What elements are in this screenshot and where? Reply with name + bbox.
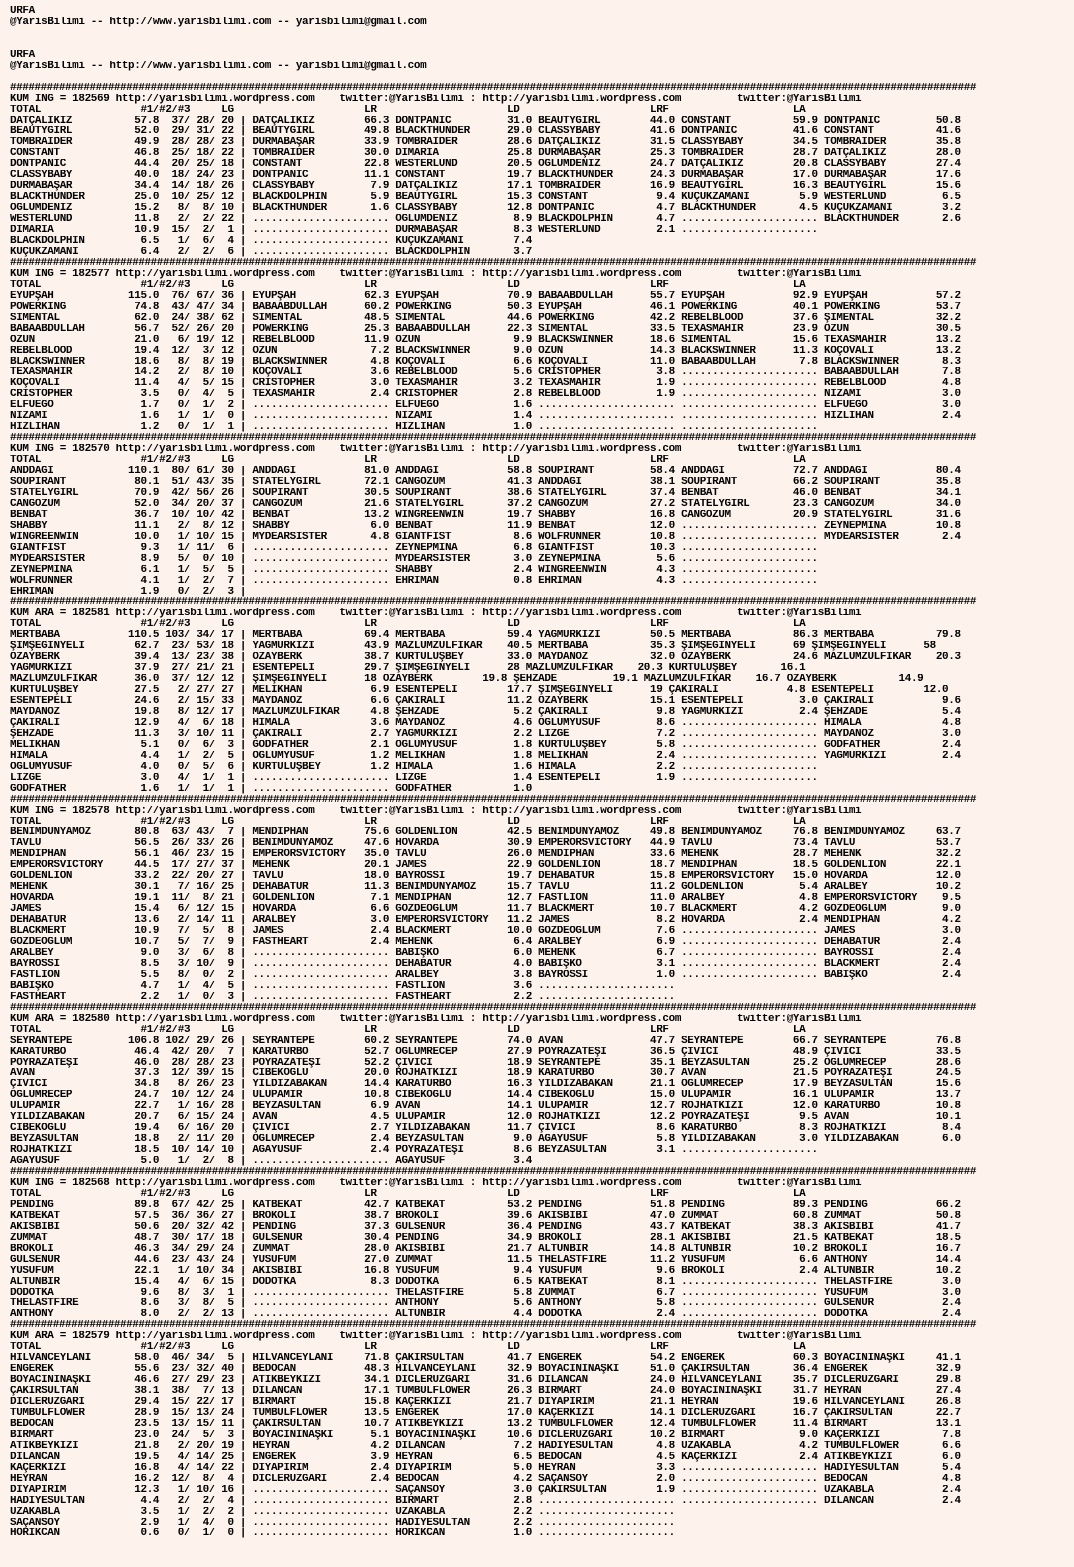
text-line: FASTLION 5.5 8/ 0/ 2 | ...................... ARALBEY 3.8 BAYROSSI 1.0 ...................... BABİŞKO 2.4: [10, 969, 961, 981]
text-line: KARATURBO 46.4 42/ 20/ 7 | KARATURBO 52.7 OGLUMRECEP 27.9 POYRAZATEŞİ 36.5 ÇİVİCİ 48.9 ÇİVİCİ 33.5: [10, 1046, 961, 1058]
text-line: UZAKABLA 3.5 1/ 2/ 2 | ...................... UZAKABLA 2.2 ......................: [10, 1506, 675, 1518]
text-line: TOMBRAIDER 49.9 28/ 28/ 23 | DURMABAŞAR 33.9 TOMBRAIDER 28.6 DATÇALIKIZ 31.5 CLASSYBABY 34.5 TOMBRAIDER 35.8: [10, 137, 961, 149]
text-line: TOTAL #1/#2/#3 LG LR LD LRF LA: [10, 1024, 806, 1036]
text-line: DIMARIA 10.9 15/ 2/ 1 | ...................... DURMABAŞAR 8.3 WESTERLUND 2.1 ......................: [10, 225, 818, 237]
text-line: AGAYUSUF 5.0 1/ 2/ 8 | ...................... AGAYUSUF 3.4: [10, 1156, 532, 1168]
text-line: GIANTFİST 9.3 1/ 11/ 6 | ...................... ZEYNEPMİNA 6.8 GIANTFİST 10.3 ......................: [10, 542, 818, 554]
text-line: BLACKSWINNER 18.6 8/ 8/ 19 | BLACKSWINNER 4.8 KOÇOVALI 6.6 KOÇOVALI 11.0 BABAABDULLAH 7.8 BLACKSWINNER 8.3: [10, 356, 961, 368]
text-line: URFA: [10, 49, 35, 61]
section-divider: ##############################################################################################################################################################: [10, 1167, 976, 1178]
text-line: TUMBULFLOWER 28.9 15/ 13/ 24 | TUMBULFLOWER 13.5 ENGEREK 17.0 KAÇERKIZI 14.1 DİCLERÜZGARI 16.7 ÇAKIRSULTAN 22.7: [10, 1408, 961, 1419]
text-line: MAZLUMZULFİKAR 36.0 37/ 12/ 12 | ŞİMŞEGİNYELİ 18 ÖZAYBERK 19.8 ŞEHZADE 19.1 MAZLUMZULFİKAR 16.7 ÖZAYBERK 14.9: [10, 674, 924, 686]
text-line: BLACKDOLPHIN 6.5 1/ 6/ 4 | ...................... KÜÇÜKZAMANI 7.4: [10, 236, 532, 247]
text-line: BENİMDÜNYAMÖZ 80.8 63/ 43/ 7 | MENDİPHAN 75.6 GOLDENLION 42.5 BENİMDÜNYAMÖZ 49.8 BENİMDÜNYAMÖZ 76.8 BENİMDÜNYAMÖZ 63.7: [10, 827, 961, 839]
text-line: YILDIZABAKAN 20.7 6/ 15/ 24 | AVAN 4.5 ULUPAMİR 12.0 ROJHATKIZI 12.2 POYRAZATEŞİ 9.5 AVAN 10.1: [10, 1112, 961, 1124]
text-line: KUM ING = 182569 http://yarisbilimi.wordpress.com twitter:@YarisBilimi : http://yarisbilimi.wordpress.com twitter:@YarisBilimi: [10, 93, 862, 105]
text-line: OGLUMYUSUF 4.0 0/ 5/ 6 | KURTULUŞBEY 1.2 HIMALA 1.6 HIMALA 2.2 ......................: [10, 761, 818, 773]
text-line: DURMABAŞAR 34.4 14/ 18/ 26 | CLASSYBABY 7.9 DATÇALIKIZ 17.1 TOMBRAIDER 16.9 BEAUTYGİRL 16.3 BEAUTYGİRL 15.6: [10, 181, 961, 193]
section-divider: ##############################################################################################################################################################: [10, 433, 976, 445]
text-line: BLACKTHUNDER 25.0 10/ 25/ 12 | BLACKDOLPHIN 5.9 BEAUTYGIRL 15.3 CONSTANT 9.4 KÜÇÜKZAMANI 5.9 WESTERLUND 6.5: [10, 192, 961, 204]
text-line: HİLVANCEYLANI 58.0 46/ 34/ 5 | HİLVANCEYLANI 71.8 ÇAKIRSULTAN 41.7 ENGEREK 54.2 ENGEREK 60.3 BOYACININAŞKI 41.1: [10, 1353, 961, 1365]
text-line: ÖZÜN 21.0 6/ 19/ 12 | REBELBLOOD 11.9 ÖZÜN 9.9 BLACKSWINNER 18.6 SIMENTAL 15.6 TEXASMAHİR 13.2: [10, 334, 961, 346]
section-divider: ##############################################################################################################################################################: [10, 257, 976, 269]
text-line: HORİKCAN 0.6 0/ 1/ 0 | ...................... HORİKCAN 1.0 ......................: [10, 1528, 675, 1540]
text-line: BEAUTYGIRL 52.0 29/ 31/ 22 | BEAUTYGIRL 49.8 BLACKTHUNDER 29.0 CLASSYBABY 41.6 DONTPANIC 41.6 CONSTANT 41.6: [10, 126, 961, 138]
text-line: MEHENK 30.1 7/ 16/ 25 | DEHABATUR 11.3 BENİMDÜNYAMÖZ 15.7 TAVLU 11.2 GOLDENLION 5.4 ARALBEY 10.2: [10, 882, 961, 894]
section-divider: ##############################################################################################################################################################: [10, 82, 976, 94]
text-line: CONSTANT 46.8 25/ 18/ 22 | TOMBRAIDER 30.0 DIMARIA 25.8 DURMABAŞAR 25.3 TOMBRAIDER 28.7 DATÇALIKIZ 28.0: [10, 148, 961, 160]
text-line: ŞİMŞEGİNYELİ 62.7 23/ 53/ 18 | YAĞMURKIZI 43.9 MAZLUMZULFİKAR 40.5 MERTBABA 35.3 ŞİMŞEGİNYELİ 69 ŞİMŞEGİNYELİ 58: [10, 641, 936, 653]
text-line: URFA: [10, 6, 35, 17]
text-line: MELİKHAN 5.1 0/ 6/ 3 | GODFATHER 2.1 OGLUMYUSUF 1.8 KURTULUŞBEY 5.8 ...................... GODFATHER 2.4: [10, 739, 961, 751]
text-line: ÇAKIRSULTAN 38.1 38/ 7/ 13 | DİLANCAN 17.1 TUMBULFLOWER 26.3 BİRMART 24.0 BOYACININAŞKI 31.7 HEYRAN 27.4: [10, 1386, 961, 1398]
text-line: REBELBLOOD 19.4 12/ 3/ 12 | ÖZÜN 7.2 BLACKSWINNER 9.0 ÖZÜN 14.3 BLACKSWINNER 11.3 KOÇOVALI 13.2: [10, 345, 961, 357]
text-line: BİRMART 23.0 24/ 5/ 3 | BOYACININAŞKI 5.1 BOYACININAŞKI 10.6 DİCLERÜZGARI 10.2 BİRMART 9.0 KAÇERKIZI 7.8: [10, 1429, 961, 1441]
text-line: POYRAZATEŞİ 46.0 28/ 28/ 23 | POYRAZATEŞİ 52.2 ÇİVİCİ 18.9 SEYRANTEPE 35.1 BEYZASULTAN 25.2 OGLUMRECEP 28.6: [10, 1057, 961, 1069]
text-line: MYDEARSISTER 8.9 5/ 0/ 10 | ...................... MYDEARSISTER 3.0 ZEYNEPMİNA 5.6 ......................: [10, 553, 818, 565]
text-line: STATELYGIRL 70.9 42/ 56/ 26 | SOUPIRANT 30.5 SOUPIRANT 38.6 STATELYGIRL 37.4 BENBAT 46.0 BENBAT 34.1: [10, 487, 961, 499]
text-line: ŞEHZADE 11.3 3/ 10/ 11 | ÇAKIRALİ 2.7 YAĞMURKIZI 2.2 LIZGE 7.2 ...................... MAYDANOZ 3.0: [10, 728, 961, 740]
text-line: ESENTEPELİ 24.6 2/ 15/ 33 | MAYDANOZ 6.6 ÇAKIRALİ 11.2 ÖZAYBERK 15.1 ESENTEPELİ 3.0 ÇAKIRALİ 9.6: [10, 696, 961, 707]
text-line: TOTAL #1/#2/#3 LG LR LD LRF LA: [10, 619, 806, 631]
text-line: ZEYNEPMİNA 6.1 1/ 5/ 5 | ...................... SHABBY 2.4 WINGREENWIN 4.3 ......................: [10, 564, 818, 576]
text-line: BABAABDULLAH 56.7 52/ 26/ 20 | POWERKING 25.3 BABAABDULLAH 22.3 SIMENTAL 33.5 TEXASMAHİR 23.9 ÖZÜN 30.5: [10, 323, 961, 335]
text-line: GÖZDEOĞLUM 10.7 5/ 7/ 9 | FASTHEART 2.4 MEHENK 6.4 ARALBEY 6.9 ...................... DEHABATUR 2.4: [10, 937, 961, 948]
text-line: HADİYESULTAN 4.4 2/ 2/ 4 | ...................... BİRMART 2.8 ...................... ...................... DİLANCAN 2.4: [10, 1495, 961, 1507]
text-line: TOTAL #1/#2/#3 LG LR LD LRF LA: [10, 1188, 806, 1200]
text-line: YUSUFUM 22.1 1/ 10/ 34 | AKİSBİBİ 16.8 YUSUFUM 9.4 YUSUFUM 9.6 BROKOLİ 2.4 ALTUNBİR 10.2: [10, 1265, 961, 1277]
section-divider: ##############################################################################################################################################################: [10, 1320, 976, 1332]
text-line: HOVARDA 19.1 11/ 8/ 21 | GOLDENLION 7.1 MENDİPHAN 12.7 FASTLION 11.0 ARALBEY 4.8 EMPERORSVICTORY 9.5: [10, 893, 961, 905]
text-line: KOÇOVALI 11.4 4/ 5/ 15 | CRİSTOPHER 3.0 TEXASMAHİR 3.2 TEXASMAHİR 1.9 ...................... REBELBLOOD 4.8: [10, 378, 961, 390]
text-line: HEYRAN 16.2 12/ 8/ 4 | DİCLERÜZGARI 2.4 BEDOCAN 4.2 SAÇANSOY 2.0 ...................... BEDOCAN 4.8: [10, 1473, 961, 1485]
text-line: MENDİPHAN 56.1 46/ 23/ 15 | EMPERORSVICTORY 35.0 TAVLU 26.0 MENDİPHAN 33.6 MEHENK 28.7 MEHENK 32.2: [10, 849, 961, 861]
text-line: DİYAPİRİM 12.3 1/ 10/ 16 | ...................... SAÇANSOY 3.0 ÇAKIRSULTAN 1.9 ...................... UZAKABLA 2.4: [10, 1484, 961, 1496]
text-line: NIZAMI 1.6 1/ 1/ 0 | ...................... NIZAMI 1.4 ...................... ...................... HIZLIHAN 2.4: [10, 411, 961, 423]
text-line: TOTAL #1/#2/#3 LG LR LD LRF LA: [10, 1342, 806, 1354]
text-line: KAÇERKIZI 16.8 4/ 14/ 22 | DİYAPİRİM 2.4 DİYAPİRİM 5.0 HEYRAN 3.3 ...................... HADİYESULTAN 5.4: [10, 1462, 961, 1474]
text-line: POWERKING 74.8 43/ 47/ 34 | BABAABDULLAH 60.2 POWERKING 50.3 EYÜPŞAH 46.1 POWERKING 40.1 POWERKING 53.7: [10, 301, 961, 313]
text-line: CLASSYBABY 40.0 18/ 24/ 23 | DONTPANIC 11.1 CONSTANT 19.7 BLACKTHUNDER 24.3 DURMABAŞAR 17.0 DURMABAŞAR 17.6: [10, 170, 961, 182]
text-line: EYÜPŞAH 115.0 76/ 67/ 36 | EYÜPŞAH 62.3 EYÜPŞAH 70.9 BABAABDULLAH 55.7 EYÜPŞAH 92.9 EYÜPŞAH 57.2: [10, 290, 961, 302]
text-line: KÜÇÜKZAMANI 6.4 2/ 2/ 6 | ...................... BLACKDOLPHIN 3.7: [10, 246, 532, 258]
text-line: SOUPIRANT 80.1 51/ 43/ 35 | STATELYGIRL 72.1 CANGÖZÜM 41.3 ANDDAĞI 38.1 SOUPIRANT 66.2 SOUPIRANT 35.8: [10, 476, 961, 488]
text-line: TEXASMAHİR 14.2 2/ 8/ 10 | KOÇOVALI 3.6 REBELBLOOD 5.6 CRİSTOPHER 3.8 ...................... BABAABDULLAH 7.8: [10, 367, 961, 379]
section-divider: ##############################################################################################################################################################: [10, 1002, 976, 1014]
text-line: OGLUMDENİZ 15.2 8/ 8/ 10 | BLACKTHUNDER 1.6 CLASSYBABY 12.8 DONTPANIC 4.7 BLACKTHUNDER 4.5 KÜÇÜKZAMANI 3.2: [10, 203, 961, 215]
text-line: KUM ING = 182578 http://yarisbilimi.wordpress.com twitter:@YarisBilimi : http://yarisbilimi.wordpress.com twitter:@YarisBilimi: [10, 805, 862, 817]
text-line: [10, 72, 1074, 83]
text-line: KUM ARA = 182579 http://yarisbilimi.wordpress.com twitter:@YarisBilimi : http://yarisbilimi.wordpress.com twitter:@YarisBilimi: [10, 1331, 862, 1343]
text-line: SEYRANTEPE 106.8 102/ 29/ 26 | SEYRANTEPE 60.2 SEYRANTEPE 74.0 AVAN 47.7 SEYRANTEPE 66.7 SEYRANTEPE 76.8: [10, 1035, 961, 1047]
text-line: ATİKBEYKIZI 21.8 2/ 20/ 19 | HEYRAN 4.2 DİLANCAN 7.2 HADİYESULTAN 4.8 UZAKABLA 4.2 TUMBULFLOWER 6.6: [10, 1440, 961, 1452]
text-line: TOTAL #1/#2/#3 LG LR LD LRF LA: [10, 816, 806, 828]
text-line: OGLUMRECEP 24.7 10/ 12/ 24 | ULUPAMİR 10.8 CİBEKOGLU 14.4 CİBEKOGLU 15.0 ULUPAMİR 16.1 ULUPAMİR 13.7: [10, 1090, 961, 1102]
text-line: KATBEKAT 57.5 36/ 36/ 27 | BROKOLİ 38.7 BROKOLİ 39.6 AKİSBİBİ 47.0 ZUMMAT 60.8 ZUMMAT 50.8: [10, 1210, 961, 1222]
text-line: GOLDENLION 33.2 22/ 20/ 27 | TAVLU 18.0 BAYROSSİ 19.7 DEHABATUR 15.8 EMPERORSVICTORY 15.0 HOVARDA 12.0: [10, 871, 961, 883]
text-line: KURTULUŞBEY 27.5 2/ 27/ 27 | MELİKHAN 6.9 ESENTEPELİ 17.7 ŞİMŞEGİNYELİ 19 ÇAKIRALİ 4.8 ESENTEPELİ 12.0: [10, 685, 949, 697]
text-line: @YarisBilimi -- http://www.yarisbilimi.com -- yarisbilimi@gmail.com: [10, 16, 427, 28]
text-line: DEHABATUR 13.6 2/ 14/ 11 | ARALBEY 3.0 EMPERORSVICTORY 11.2 JAMES 8.2 HOVARDA 2.4 MENDİPHAN 4.2: [10, 915, 961, 927]
text-line: ANDDAĞI 110.1 80/ 61/ 30 | ANDDAĞI 81.0 ANDDAĞI 58.8 SOUPIRANT 58.4 ANDDAĞI 72.7 ANDDAĞI 80.4: [10, 466, 961, 477]
text-line: AKİSBİBİ 50.6 20/ 32/ 42 | PENDING 37.3 GULSENUR 36.4 PENDING 43.7 KATBEKAT 38.3 AKİSBİBİ 41.7: [10, 1221, 961, 1233]
text-line: ZUMMAT 48.7 30/ 17/ 18 | GULSENUR 30.4 PENDING 34.9 BROKOLİ 28.1 AKİSBİBİ 21.5 KATBEKAT 18.5: [10, 1232, 961, 1244]
text-line: SIMENTAL 62.0 24/ 38/ 62 | SIMENTAL 48.5 SIMENTAL 44.6 POWERKING 42.2 REBELBLOOD 37.6 ŞIMENTAL 32.2: [10, 312, 961, 324]
text-line: FASTHEART 2.2 1/ 0/ 3 | ...................... FASTHEART 2.2 ......................: [10, 991, 675, 1003]
text-line: BLACKMERT 10.9 7/ 5/ 8 | JAMES 2.4 BLACKMERT 10.0 GÖZDEOĞLUM 7.6 ...................... JAMES 3.0: [10, 926, 961, 938]
text-line: PENDING 89.8 67/ 42/ 25 | KATBEKAT 42.7 KATBEKAT 53.2 PENDING 51.8 PENDING 89.3 PENDING 66.2: [10, 1199, 961, 1211]
text-line: HIMALA 4.4 1/ 2/ 5 | OGLUMYUSUF 1.2 MELİKHAN 1.8 MELİKHAN 2.4 ...................... YAĞMURKIZI 2.4: [10, 750, 961, 762]
text-line: @YarisBilimi -- http://www.yarisbilimi.com -- yarisbilimi@gmail.com: [10, 60, 427, 72]
text-line: JAMES 15.4 6/ 12/ 15 | HOVARDA 6.6 GÖZDEOĞLUM 11.7 BLACKMERT 10.7 BLACKMERT 4.2 GÖZDEOĞLUM 9.0: [10, 904, 961, 916]
text-line: MERTBABA 110.5 103/ 34/ 17 | MERTBABA 69.4 MERTBABA 59.4 YAĞMURKIZI 50.5 MERTBABA 86.3 MERTBABA 79.8: [10, 630, 961, 642]
text-line: BABİŞKO 4.7 1/ 4/ 5 | ...................... FASTLION 3.6 ......................: [10, 980, 675, 992]
text-line: EMPERORSVICTORY 44.5 17/ 27/ 37 | MEHENK 20.1 JAMES 22.9 GOLDENLION 18.7 MENDİPHAN 18.5 GOLDENLION 22.1: [10, 860, 961, 872]
text-line: KUM ING = 182570 http://yarisbilimi.wordpress.com twitter:@YarisBilimi : http://yarisbilimi.wordpress.com twitter:@YarisBilimi: [10, 444, 862, 456]
text-line: KUM ING = 182577 http://yarisbilimi.wordpress.com twitter:@YarisBilimi : http://yarisbilimi.wordpress.com twitter:@YarisBilimi: [10, 268, 862, 280]
text-line: WOLFRUNNER 4.1 1/ 2/ 7 | ...................... EHRİMAN 0.8 EHRİMAN 4.3 ......................: [10, 575, 818, 587]
text-line: KUM ARA = 182580 http://yarisbilimi.wordpress.com twitter:@YarisBilimi : http://yarisbilimi.wordpress.com twitter:@YarisBilimi: [10, 1013, 862, 1025]
text-line: CANGÖZÜM 52.0 34/ 20/ 37 | CANGÖZÜM 21.6 STATELYGIRL 37.2 CANGÖZÜM 27.2 STATELYGIRL 23.3 CANGÖZÜM 34.0: [10, 498, 961, 510]
text-line: TOTAL #1/#2/#3 LG LR LD LRF LA: [10, 455, 806, 467]
text-line: TAVLU 56.5 26/ 33/ 26 | BENİMDÜNYAMÖZ 47.6 HOVARDA 30.9 EMPERORSVICTORY 44.9 TAVLU 73.4 TAVLU 53.7: [10, 838, 961, 850]
text-line: DİLANCAN 19.5 4/ 14/ 25 | ENGEREK 3.9 HEYRAN 6.5 BEDOCAN 4.5 KAÇERKIZI 2.4 ATİKBEYKIZI 6.0: [10, 1451, 961, 1463]
section-divider: ##############################################################################################################################################################: [10, 794, 976, 806]
text-line: WESTERLUND 11.8 2/ 2/ 22 | ...................... OGLUMDENİZ 8.9 BLACKDOLPHIN 4.7 ...................... BLACKTHUNDER 2.6: [10, 214, 961, 226]
text-line: CİBEKOGLU 19.4 6/ 16/ 20 | ÇİVİCİ 2.7 YILDIZABAKAN 11.7 ÇİVİCİ 8.6 KARATURBO 8.3 ROJHATKIZI 8.4: [10, 1123, 961, 1135]
text-line: BEYZASULTAN 18.8 2/ 11/ 20 | OGLUMRECEP 2.4 BEYZASULTAN 9.0 AGAYUSUF 5.8 YILDIZABAKAN 3.0 YILDIZABAKAN 6.0: [10, 1134, 961, 1146]
text-line: BAYROSSI 8.5 3/ 10/ 9 | ...................... DEHABATUR 4.0 BABİŞKO 3.1 ...................... BLACKMERT 2.4: [10, 958, 961, 970]
text-line: WINGREENWIN 10.0 1/ 10/ 15 | MYDEARSISTER 4.8 GIANTFİST 8.6 WOLFRUNNER 10.8 ...................... MYDEARSISTER 2.4: [10, 531, 961, 543]
text-line: DİCLERÜZGARI 29.4 15/ 22/ 17 | BİRMART 15.8 KAÇERKIZI 21.7 DİYAPİRİM 21.1 HEYRAN 19.6 HİLVANCEYLANI 26.8: [10, 1397, 961, 1408]
text-line: ROJHATKIZI 18.5 10/ 14/ 10 | AGAYUSUF 2.4 POYRAZATEŞİ 8.6 BEYZASULTAN 3.1 ......................: [10, 1145, 818, 1157]
text-line: TOTAL #1/#2/#3 LG LR LD LRF LA: [10, 279, 806, 291]
text-line: DATÇALIKIZ 57.8 37/ 28/ 20 | DATÇALIKIZ 66.3 DONTPANIC 31.0 BEAUTYGIRL 44.0 CONSTANT 59.9 DONTPANIC 50.8: [10, 115, 961, 127]
text-line: ULUPAMİR 22.7 1/ 16/ 28 | BEYZASULTAN 6.9 AVAN 14.1 ULUPAMİR 12.7 ROJHATKIZI 12.0 KARATURBO 10.8: [10, 1101, 961, 1113]
text-line: ÇAKIRALİ 12.9 4/ 6/ 18 | HIMALA 3.6 MAYDANOZ 4.6 OGLUMYUSUF 8.6 ...................... HIMALA 4.8: [10, 717, 961, 729]
text-line: EHRİMAN 1.9 0/ 2/ 3 |: [10, 586, 247, 598]
text-line: SHABBY 11.1 2/ 8/ 12 | SHABBY 6.0 BENBAT 11.9 BENBAT 12.0 ...................... ZEYNEPMİNA 10.8: [10, 520, 961, 532]
text-line: HIZLIHAN 1.2 0/ 1/ 1 | ...................... HIZLIHAN 1.0 ...................... ......................: [10, 422, 818, 434]
text-line: KUM ARA = 182581 http://yarisbilimi.wordpress.com twitter:@YarisBilimi : http://yarisbilimi.wordpress.com twitter:@YarisBilimi: [10, 608, 862, 620]
text-line: BENBAT 36.7 10/ 10/ 42 | BENBAT 13.2 WINGREENWIN 19.7 SHABBY 16.8 CANGÖZÜM 20.9 STATELYGIRL 31.6: [10, 509, 961, 521]
text-line: DONTPANIC 44.4 20/ 25/ 18 | CONSTANT 22.8 WESTERLUND 20.5 OGLUMDENİZ 24.7 DATÇALIKIZ 20.8 CLASSYBABY 27.4: [10, 159, 961, 171]
text-line: LIZGE 3.0 4/ 1/ 1 | ...................... LIZGE 1.4 ESENTEPELİ 1.9 ......................: [10, 772, 818, 784]
text-line: SAÇANSOY 2.9 1/ 4/ 0 | ...................... HADİYESULTAN 2.2 ......................: [10, 1517, 675, 1529]
text-line: DODOTKA 9.6 8/ 3/ 1 | ...................... THELASTFIRE 5.8 ZUMMAT 6.7 ...................... YUSUFUM 3.0: [10, 1287, 961, 1299]
text-line: CRİSTOPHER 3.5 0/ 4/ 5 | TEXASMAHİR 2.4 CRİSTOPHER 2.8 REBELBLOOD 1.9 ...................... NIZAMI 3.0: [10, 389, 961, 401]
text-line: THELASTFIRE 8.6 3/ 8/ 5 | ...................... ANTHONY 5.6 ANTHONY 5.8 ...................... GULSENUR 2.4: [10, 1298, 961, 1310]
text-line: BEDOCAN 23.5 13/ 15/ 11 | ÇAKIRSULTAN 10.7 ATİKBEYKIZI 13.2 TUMBULFLOWER 12.4 TUMBULFLOWER 11.4 BİRMART 13.1: [10, 1418, 961, 1430]
text-line: GULSENUR 44.6 23/ 43/ 24 | YUSUFUM 27.0 ZUMMAT 11.5 THELASTFIRE 11.2 YUSUFUM 6.6 ANTHONY 14.4: [10, 1254, 961, 1266]
text-line: TOTAL #1/#2/#3 LG LR LD LRF LA: [10, 104, 806, 116]
text-line: ARALBEY 9.0 3/ 6/ 8 | ...................... BABİŞKO 6.0 MEHENK 6.7 ...................... BAYROSSI 2.4: [10, 947, 961, 959]
text-line: ENGEREK 55.6 23/ 32/ 40 | BEDOCAN 48.3 HİLVANCEYLANI 32.9 BOYACININAŞKI 51.0 ÇAKIRSULTAN 36.4 ENGEREK 32.9: [10, 1364, 961, 1376]
text-line: [10, 28, 1074, 39]
text-line: AVAN 37.3 12/ 39/ 15 | CİBEKOGLU 20.0 ROJHATKIZI 18.9 KARATURBO 30.7 AVAN 21.5 POYRAZATEŞİ 24.5: [10, 1068, 961, 1080]
text-line: KUM ING = 182568 http://yarisbilimi.wordpress.com twitter:@YarisBilimi : http://yarisbilimi.wordpress.com twitter:@YarisBilimi: [10, 1177, 862, 1189]
text-line: ANTHONY 8.0 2/ 2/ 13 | ...................... ALTUNBİR 4.4 DODOTKA 2.4 ...................... DODOTKA 2.4: [10, 1309, 961, 1321]
section-divider: ##############################################################################################################################################################: [10, 597, 976, 609]
text-line: GODFATHER 1.6 1/ 1/ 1 | ...................... GODFATHER 1.0: [10, 783, 532, 795]
text-line: ÖZAYBERK 39.4 13/ 23/ 38 | ÖZAYBERK 38.7 KURTULUŞBEY 33.0 MAYDANOZ 32.0 ÖZAYBERK 24.6 MAZLUMZULFİKAR 20.3: [10, 652, 961, 664]
text-line: MAYDANOZ 19.8 8/ 12/ 17 | MAZLUMZULFİKAR 4.8 ŞEHZADE 5.2 ÇAKIRALİ 9.8 YAĞMURKIZI 2.4 ŞEHZADE 5.4: [10, 707, 961, 718]
text-line: YAĞMURKIZI 37.9 27/ 21/ 21 | ESENTEPELİ 29.7 ŞİMŞEGİNYELİ 28 MAZLUMZULFİKAR 20.3 KURTULUŞBEY 16.1: [10, 663, 806, 675]
text-line: BROKOLİ 46.3 34/ 29/ 24 | ZUMMAT 28.0 AKİSBİBİ 21.7 ALTUNBİR 14.8 ALTUNBİR 10.2 BROKOLİ 16.7: [10, 1243, 961, 1255]
text-line: [10, 39, 1074, 50]
text-line: ELFUEGO 1.7 0/ 1/ 2 | ...................... ELFUEGO 1.6 ...................... ...................... ELFUEGO 3.0: [10, 400, 961, 412]
text-line: BOYACININAŞKI 46.6 27/ 29/ 23 | ATİKBEYKIZI 34.1 DİCLERÜZGARI 31.6 DİLANCAN 24.0 HİLVANCEYLANI 35.7 DİCLERÜZGARI 29.8: [10, 1375, 961, 1387]
text-line: ÇİVİCİ 34.8 8/ 26/ 23 | YILDIZABAKAN 14.4 KARATURBO 16.3 YILDIZABAKAN 21.1 OGLUMRECEP 17.9 BEYZASULTAN 15.6: [10, 1079, 961, 1091]
text-line: ALTUNBİR 15.4 4/ 6/ 15 | DODOTKA 8.3 DODOTKA 6.5 KATBEKAT 8.1 ...................... THELASTFIRE 3.0: [10, 1276, 961, 1288]
